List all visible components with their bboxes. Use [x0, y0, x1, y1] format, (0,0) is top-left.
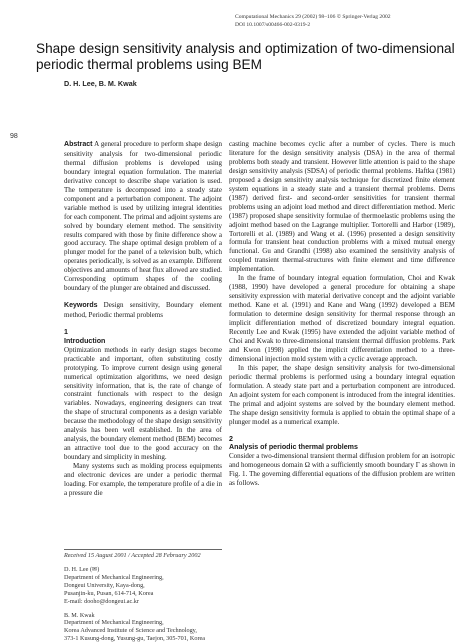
paper-title: Shape design sensitivity analysis and optimization of two-dimensional periodic thermal problems using BEM	[36, 41, 455, 72]
affiliation-2-name: B. M. Kwak	[64, 611, 95, 619]
journal-doi: DOI 10.1007/s00466-002-0319-2	[235, 21, 311, 28]
abstract-label: Abstract	[64, 141, 93, 148]
abstract-text: A general procedure to perform shape design sensitivity analysis for two-dimensional periodic thermal diffusion problems is developed using boundary integral equation formulation. The material derivative concept to describe shape variation is used. The temperature is decomposed into a steady state component and a perturbation component. The adjoint variable method is used by utilizing integral identities for each component. The primal and adjoint systems are solved by boundary element method. The sensitivity results compared with those by finite difference show a good accuracy. The shape optimal design problem of a plunger model for the panel of a television bulb, which operates periodically, is solved as an example. Different objectives and amounts of heat flux allowed are studied. Corresponding optimum shapes of the cooling boundary of the plunger are obtained and discussed.	[64, 140, 223, 293]
affiliation-2-org: Korea Advanced Institute of Science and Technology,	[64, 627, 197, 635]
section-1-number: 1	[64, 328, 68, 337]
received-dates: Received 15 August 2001 / Accepted 28 February 2002	[64, 552, 201, 559]
affiliation-1-org: Dongeui University, Kaya-dong,	[64, 581, 145, 589]
section-2-heading: Analysis of periodic thermal problems	[229, 443, 358, 452]
journal-citation: Computational Mechanics 29 (2002) 98–106 © Springer-Verlag 2002	[235, 14, 391, 20]
left-column	[64, 140, 222, 498]
intro-paragraph-1: Optimization methods in early design stages become practicable and important, often substituting costly prototyping. To improve current design using general numerical optimization algorithms, we need design sensitivity information, that is, the rate of change of constraint functionals with respect to the design variables. Nowadays, engineering designers can treat the shape of structural components as a design variable because the methodology of the shape design sensitivity analysis has been well established. In the area of analysis, the boundary element method (BEM) becomes an attractive tool due to the good accuracy on the boundary and simplicity in meshing.	[64, 345, 222, 462]
author-affiliations	[64, 566, 234, 643]
intro-paragraph-2: Many systems such as molding process equipments and electronic devices are under a periodic thermal loading. For example, the temperature profile of a die in a pressure die	[64, 462, 222, 497]
affiliation-1-name: D. H. Lee (✉)	[64, 566, 100, 573]
keywords-label: Keywords	[64, 302, 98, 310]
intro-paragraph-3: casting machine becomes cyclic after a number of cycles. There is much literature for the design sensitivity analysis (DSA) in the area of thermal problems both steady and transient. However little attention is paid to the shape design sensitivity analysis (SDSA) of periodic thermal problems. Haftka (1981) proposed a design sensitivity analysis technique for discretized finite element system equations in a steady state and a transient thermal problems. Dems (1987) derived first- and second-order sensitivities for transient thermal problems using an adjoint load method and direct differentiation method. Meric (1987) proposed shape sensitivity formulae of thermoelastic problems using the adjoint method based on the Lagrange multiplier. Tortorelli and Harbor (1989), Tortorelli et al. (1989) and Wang et al. (1996) presented a design sensitivity formula for transient heat conduction problems with a mixed mutual energy functional. Gu and Grandhi (1998) also examined the sensitivity analysis of coupled transient thermal-structures with finite element and time difference implementation.	[229, 140, 455, 274]
paper-authors: D. H. Lee, B. M. Kwak	[64, 79, 137, 88]
keywords-text: Design sensitivity, Boundary element method, Periodic thermal problems	[64, 301, 222, 320]
affiliation-2-address: 373-1 Kusung-dong, Yusung-gu, Taejon, 305-701, Korea	[64, 635, 205, 643]
section-1-heading: Introduction	[64, 336, 106, 345]
affiliation-1-address: Pusanjin-ku, Pusan, 614-714, Korea	[64, 589, 154, 597]
right-column	[229, 140, 455, 488]
abstract	[64, 140, 222, 293]
journal-header	[235, 14, 465, 29]
affiliation-1-email: E-mail: dooho@dongeui.ac.kr	[64, 597, 139, 605]
section-2-paragraph-1: Consider a two-dimensional transient thermal diffusion problem for an isotropic and homogeneous domain Ω with a sufficiently smooth boundary Γ as shown in Fig. 1. The governing differential equations of the diffusion problem are written as follows.	[229, 452, 455, 487]
intro-paragraph-4: In the frame of boundary integral equation formulation, Choi and Kwak (1988, 1990) have developed a general procedure for obtaining a shape sensitivity expression with material derivative concept and the adjoint variable method. Kane et al. (1991) and Kane and Wang (1992) developed a BEM formulation to determine design sensitivity for thermal response through an implicit differentiation method of discretized boundary integral equation. Recently Lee and Kwak (1995) have extended the adjoint variable method of Choi and Kwak to three-dimensional transient thermal diffusion problems. Park and Kwon (1998) applied the implicit differentiation method to a three-dimensional injection mold system with a cyclic average approach.	[229, 274, 455, 363]
footnote-divider	[64, 549, 222, 550]
page-number: 98	[10, 133, 18, 140]
affiliation-1-dept: Department of Mechanical Engineering,	[64, 573, 164, 581]
intro-paragraph-5: In this paper, the shape design sensitivity analysis for two-dimensional periodic thermal problems is performed using a boundary integral equation formulation. A steady state part and a perturbation component are introduced. An adjoint system for each component is introduced from the integral identities. The primal and adjoint systems are solved by the boundary element method. The shape design sensitivity formula is applied to obtain the optimal shape of a plunger model as a numerical example.	[229, 363, 455, 426]
section-2-number: 2	[229, 434, 233, 443]
keywords	[64, 301, 222, 320]
affiliation-2-dept: Department of Mechanical Engineering,	[64, 619, 164, 627]
